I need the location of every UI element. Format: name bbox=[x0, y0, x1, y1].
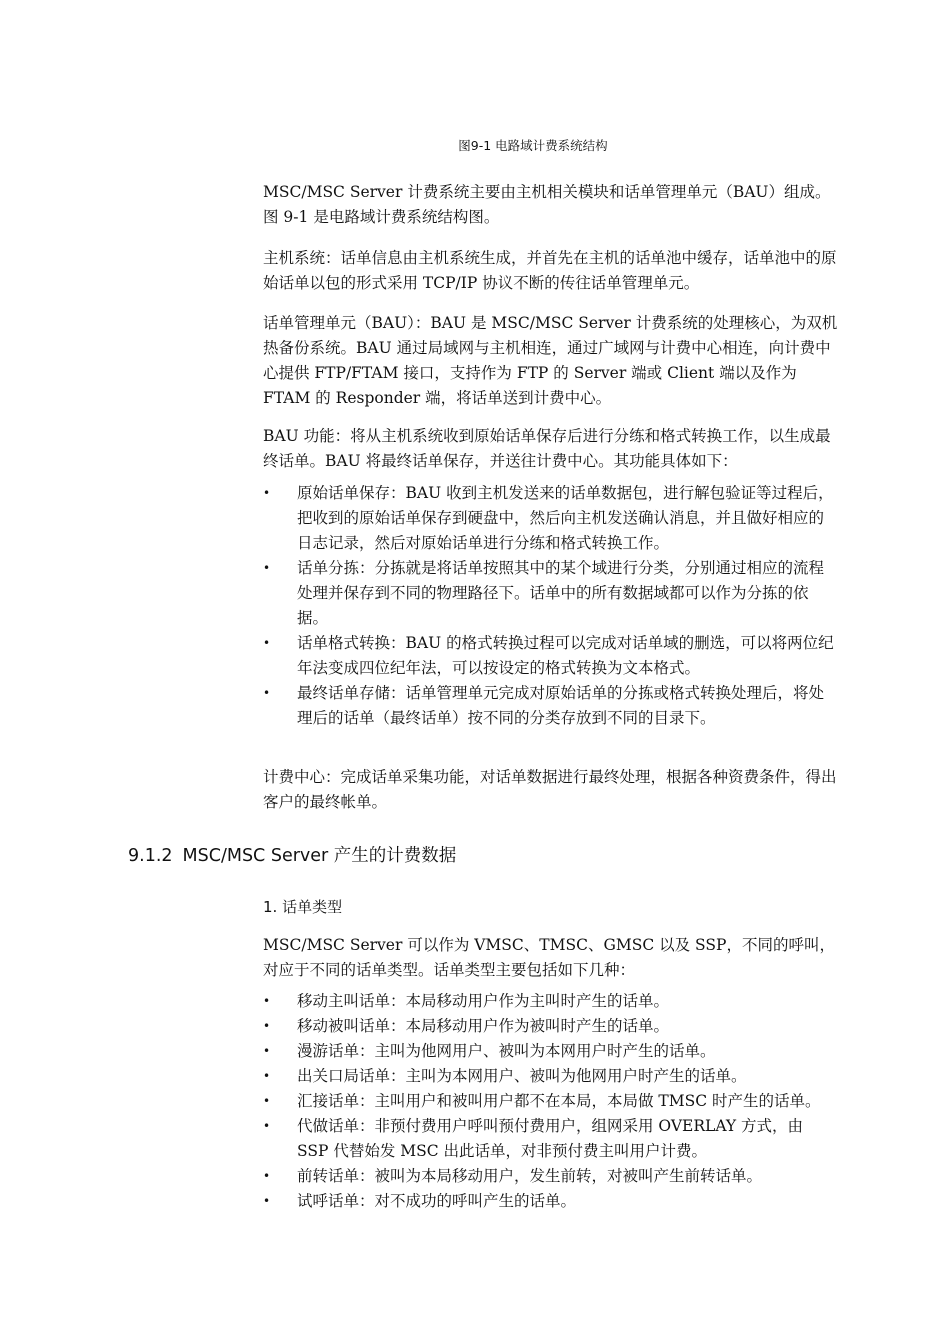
bullet-icon: • bbox=[263, 486, 271, 500]
bullet-icon: • bbox=[263, 636, 271, 650]
list-item bbox=[263, 1039, 838, 1064]
list-item-text: 汇接话单：主叫用户和被叫用户都不在本局，本局做 TMSC 时产生的话单。 bbox=[297, 1092, 821, 1110]
bullet-icon: • bbox=[263, 1019, 271, 1033]
intro-paragraph-4 bbox=[263, 424, 838, 474]
paragraph-text: 计费中心：完成话单采集功能，对话单数据进行最终处理，根据各种资费条件，得出客户的最终帐单。 bbox=[263, 768, 837, 811]
bau-functions-list bbox=[263, 481, 838, 731]
list-item bbox=[263, 631, 838, 681]
list-item-text: 试呼话单：对不成功的呼叫产生的话单。 bbox=[297, 1192, 577, 1210]
list-item-text: 话单格式转换：BAU 的格式转换过程可以完成对话单域的删选，可以将两位纪年法变成四位纪年法，可以按设定的格式转换为文本格式。 bbox=[297, 634, 834, 677]
list-item bbox=[263, 1064, 838, 1089]
bullet-icon: • bbox=[263, 686, 271, 700]
section-heading bbox=[128, 842, 456, 867]
figure-caption: 图9-1 电路域计费系统结构 bbox=[458, 138, 608, 153]
bullet-icon: • bbox=[263, 561, 271, 575]
bullet-icon: • bbox=[263, 994, 271, 1008]
subsection-heading: 1. 话单类型 bbox=[263, 898, 343, 916]
list-item bbox=[263, 1114, 838, 1164]
bullet-icon: • bbox=[263, 1044, 271, 1058]
intro-paragraph-3 bbox=[263, 311, 838, 411]
list-item-text: 移动主叫话单：本局移动用户作为主叫时产生的话单。 bbox=[297, 992, 670, 1010]
section-number: 9.1.2 bbox=[128, 846, 173, 866]
list-item bbox=[263, 481, 838, 556]
list-item bbox=[263, 1089, 838, 1114]
intro-paragraph-2 bbox=[263, 246, 838, 296]
bullet-icon: • bbox=[263, 1194, 271, 1208]
bullet-icon: • bbox=[263, 1169, 271, 1183]
types-intro-paragraph bbox=[263, 933, 838, 983]
list-item-text: 话单分拣：分拣就是将话单按照其中的某个域进行分类，分别通过相应的流程处理并保存到不同的物理路径下。话单中的所有数据域都可以作为分拣的依据。 bbox=[297, 559, 825, 627]
list-item bbox=[263, 1164, 838, 1189]
list-item-text: 前转话单：被叫为本局移动用户，发生前转，对被叫产生前转话单。 bbox=[297, 1167, 763, 1185]
section-title: MSC/MSC Server 产生的计费数据 bbox=[182, 846, 457, 866]
list-item bbox=[263, 556, 838, 631]
paragraph-text: BAU 功能：将从主机系统收到原始话单保存后进行分练和格式转换工作，以生成最终话单。BAU 将最终话单保存，并送往计费中心。其功能具体如下： bbox=[263, 427, 831, 470]
list-item bbox=[263, 681, 838, 731]
paragraph-text: 主机系统：话单信息由主机系统生成，并首先在主机的话单池中缓存，话单池中的原始话单以包的形式采用 TCP/IP 协议不断的传往话单管理单元。 bbox=[263, 249, 837, 292]
billing-center-paragraph bbox=[263, 765, 838, 815]
bullet-icon: • bbox=[263, 1119, 271, 1133]
list-item bbox=[263, 989, 838, 1014]
list-item-text: 漫游话单：主叫为他网用户、被叫为本网用户时产生的话单。 bbox=[297, 1042, 716, 1060]
list-item-text: 出关口局话单：主叫为本网用户、被叫为他网用户时产生的话单。 bbox=[297, 1067, 747, 1085]
intro-paragraph-1 bbox=[263, 180, 838, 230]
paragraph-text: MSC/MSC Server 可以作为 VMSC、TMSC、GMSC 以及 SSP，不同的呼叫，对应于不同的话单类型。话单类型主要包括如下几种： bbox=[263, 936, 835, 979]
list-item-text: 原始话单保存：BAU 收到主机发送来的话单数据包，进行解包验证等过程后，把收到的原始话单保存到硬盘中，然后向主机发送确认消息，并且做好相应的日志记录，然后对原始话单进行分练和格式转换工作。 bbox=[297, 484, 834, 552]
paragraph-text: 话单管理单元（BAU）：BAU 是 MSC/MSC Server 计费系统的处理核心，为双机热备份系统。BAU 通过局域网与主机相连，通过广域网与计费中心相连，向计费中心提供 FTP/FTAM 接口，支持作为 FTP 的 Server 端或 Client 端以及作为 FTAM 的 Responder 端，将话单送到计费中心。 bbox=[263, 314, 838, 407]
list-item-text: 移动被叫话单：本局移动用户作为被叫时产生的话单。 bbox=[297, 1017, 670, 1035]
bullet-icon: • bbox=[263, 1069, 271, 1083]
list-item bbox=[263, 1189, 838, 1214]
list-item-text: 代做话单：非预付费用户呼叫预付费用户，组网采用 OVERLAY 方式，由 SSP 代替始发 MSC 出此话单，对非预付费主叫用户计费。 bbox=[297, 1117, 804, 1160]
list-item-text: 最终话单存储：话单管理单元完成对原始话单的分拣或格式转换处理后，将处理后的话单（最终话单）按不同的分类存放到不同的目录下。 bbox=[297, 684, 825, 727]
list-item bbox=[263, 1014, 838, 1039]
bullet-icon: • bbox=[263, 1094, 271, 1108]
bill-types-list bbox=[263, 989, 838, 1214]
paragraph-text: MSC/MSC Server 计费系统主要由主机相关模块和话单管理单元（BAU）组成。图 9-1 是电路域计费系统结构图。 bbox=[263, 183, 831, 226]
